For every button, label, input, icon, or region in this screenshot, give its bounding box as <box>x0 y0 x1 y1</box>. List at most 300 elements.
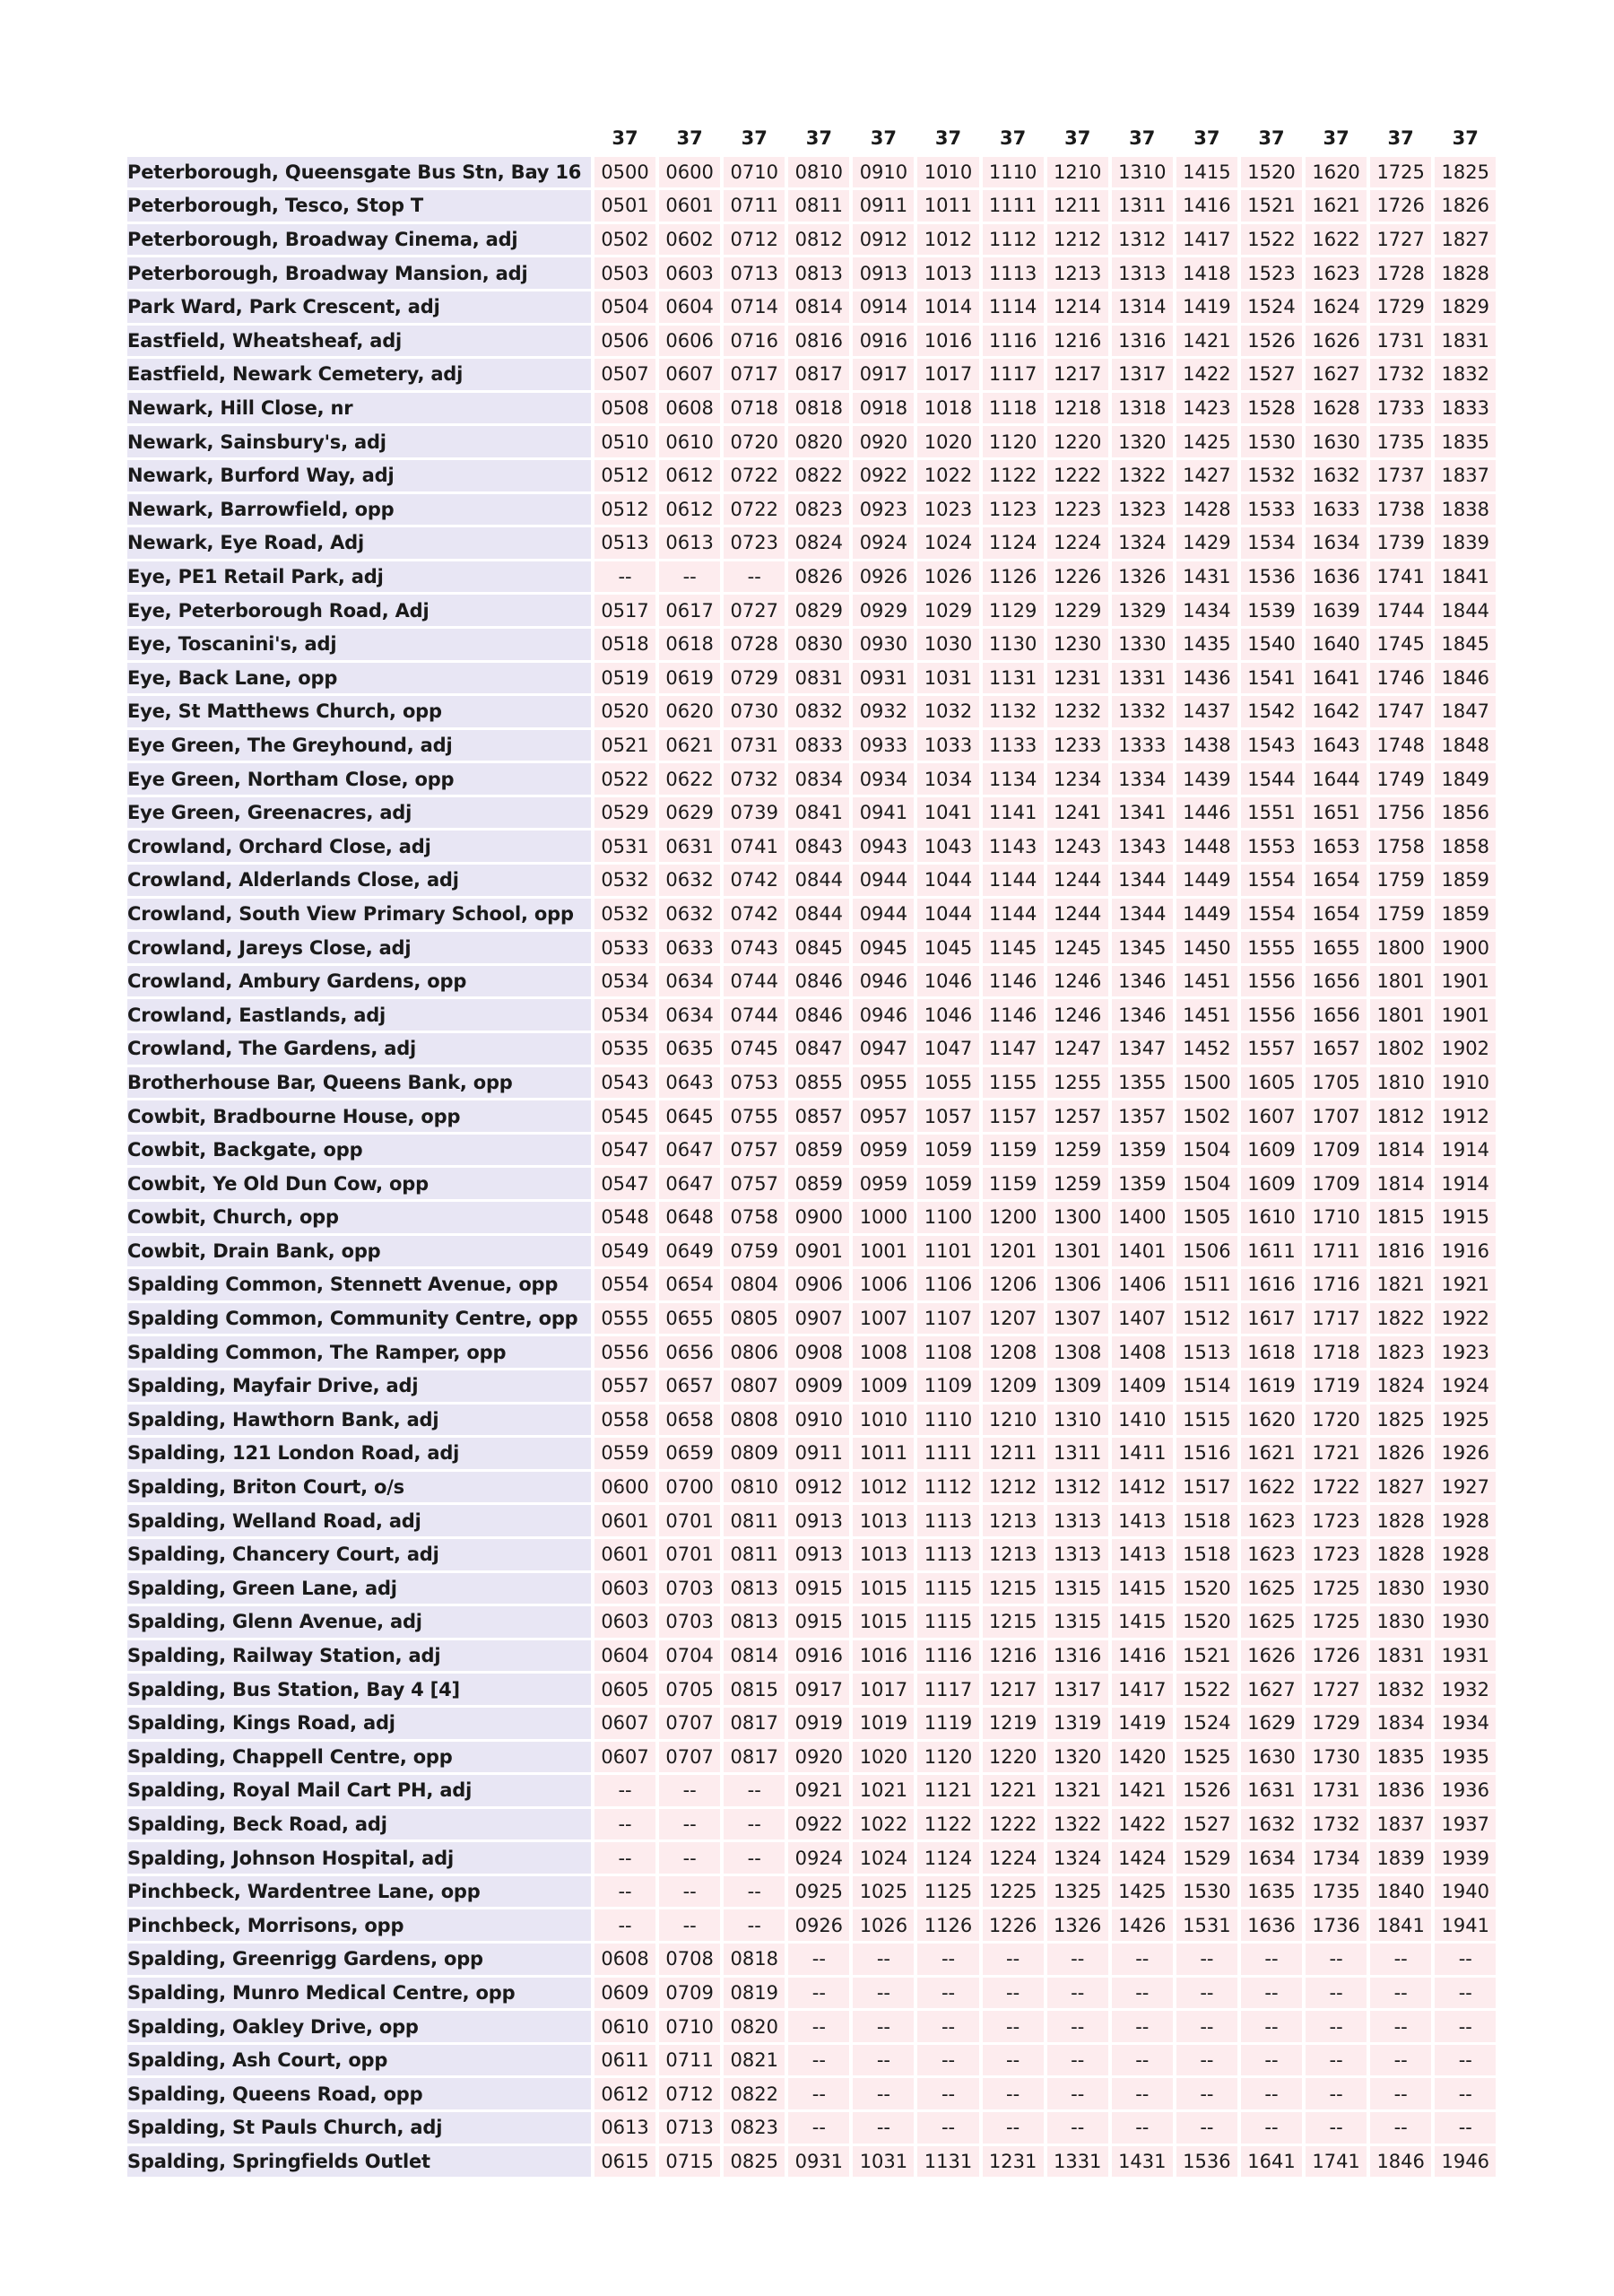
departure-time: 1626 <box>1241 1640 1302 1672</box>
departure-time: 1247 <box>1047 1033 1108 1065</box>
departure-time: 0934 <box>853 763 914 795</box>
departure-time: 1215 <box>983 1573 1044 1605</box>
departure-time: 1117 <box>917 1674 978 1705</box>
departure-time: -- <box>659 1876 720 1908</box>
departure-time: 0822 <box>788 460 849 491</box>
departure-time: 1022 <box>917 460 978 491</box>
departure-time: 1922 <box>1435 1303 1496 1335</box>
departure-time: 1310 <box>1047 1405 1108 1436</box>
table-row <box>127 190 1496 222</box>
table-row <box>127 1640 1496 1672</box>
stop-name: Spalding, Chancery Court, adj <box>127 1539 591 1570</box>
departure-time: 1346 <box>1112 999 1173 1031</box>
departure-time: 1500 <box>1176 1067 1237 1099</box>
table-row <box>127 1742 1496 1773</box>
departure-time: 1108 <box>917 1336 978 1368</box>
departure-time: 1416 <box>1112 1640 1173 1672</box>
departure-time: 0824 <box>788 527 849 559</box>
table-row <box>127 1236 1496 1267</box>
departure-time: 1627 <box>1306 359 1367 390</box>
departure-time: 1122 <box>917 1809 978 1840</box>
departure-time: 1828 <box>1370 1505 1431 1536</box>
departure-time: 0744 <box>724 966 785 997</box>
departure-time: 0820 <box>724 2011 785 2042</box>
departure-time: 1011 <box>917 190 978 222</box>
departure-time: 1018 <box>917 393 978 424</box>
departure-time: 0919 <box>788 1708 849 1739</box>
departure-time: 0613 <box>659 527 720 559</box>
departure-time: 0813 <box>724 1606 785 1638</box>
departure-time: 1044 <box>917 899 978 930</box>
stop-name: Spalding, Queens Road, opp <box>127 2078 591 2109</box>
departure-time: 1821 <box>1370 1269 1431 1300</box>
departure-time: 0758 <box>724 1202 785 1233</box>
table-row <box>127 257 1496 289</box>
departure-time: 1526 <box>1176 1775 1237 1806</box>
departure-time: -- <box>594 1775 655 1806</box>
departure-time: 1540 <box>1241 629 1302 660</box>
departure-time: 0815 <box>724 1674 785 1705</box>
departure-time: 1406 <box>1112 1269 1173 1300</box>
departure-time: 1511 <box>1176 1269 1237 1300</box>
stop-name: Newark, Burford Way, adj <box>127 460 591 491</box>
departure-time: 0920 <box>788 1742 849 1773</box>
departure-time: 1518 <box>1176 1539 1237 1570</box>
departure-time: 1223 <box>1047 494 1108 526</box>
departure-time: 1010 <box>853 1405 914 1436</box>
departure-time: -- <box>1370 2011 1431 2042</box>
table-row <box>127 2045 1496 2076</box>
departure-time: -- <box>1112 1978 1173 2009</box>
departure-time: 0512 <box>594 460 655 491</box>
departure-time: 0844 <box>788 865 849 896</box>
departure-time: 0508 <box>594 393 655 424</box>
departure-time: 1111 <box>983 190 1044 222</box>
departure-time: 1147 <box>983 1033 1044 1065</box>
table-row <box>127 2078 1496 2109</box>
departure-time: 1737 <box>1370 460 1431 491</box>
departure-time: 1417 <box>1176 224 1237 256</box>
departure-time: -- <box>1435 1944 1496 1975</box>
departure-time: -- <box>983 1978 1044 2009</box>
departure-time: 1728 <box>1370 257 1431 289</box>
departure-time: 1516 <box>1176 1438 1237 1469</box>
departure-time: 1415 <box>1112 1573 1173 1605</box>
departure-time: 1310 <box>1112 157 1173 188</box>
departure-time: 0731 <box>724 730 785 761</box>
departure-time: 0502 <box>594 224 655 256</box>
departure-time: 0859 <box>788 1135 849 1166</box>
departure-time: 1449 <box>1176 865 1237 896</box>
departure-time: 1210 <box>983 1405 1044 1436</box>
departure-time: 0600 <box>659 157 720 188</box>
table-row <box>127 899 1496 930</box>
departure-time: -- <box>788 2112 849 2144</box>
departure-time: 1616 <box>1241 1269 1302 1300</box>
departure-time: 1324 <box>1047 1842 1108 1874</box>
departure-time: 0933 <box>853 730 914 761</box>
departure-time: 1159 <box>983 1135 1044 1166</box>
departure-time: 1234 <box>1047 763 1108 795</box>
departure-time: 1526 <box>1241 326 1302 357</box>
departure-time: 1632 <box>1241 1809 1302 1840</box>
departure-time: 1642 <box>1306 696 1367 727</box>
departure-time: -- <box>724 1842 785 1874</box>
departure-time: -- <box>1306 1944 1367 1975</box>
table-row <box>127 1944 1496 1975</box>
departure-time: 1729 <box>1370 291 1431 323</box>
departure-time: 1124 <box>917 1842 978 1874</box>
departure-time: 1527 <box>1241 359 1302 390</box>
departure-time: 0821 <box>724 2045 785 2076</box>
departure-time: 1937 <box>1435 1809 1496 1840</box>
departure-time: 0912 <box>788 1472 849 1503</box>
departure-time: 0600 <box>594 1472 655 1503</box>
departure-time: 1115 <box>917 1606 978 1638</box>
departure-time: 1216 <box>1047 326 1108 357</box>
departure-time: 0922 <box>853 460 914 491</box>
departure-time: 0916 <box>853 326 914 357</box>
departure-time: 1556 <box>1241 966 1302 997</box>
departure-time: 0559 <box>594 1438 655 1469</box>
departure-time: 0847 <box>788 1033 849 1065</box>
departure-time: 0911 <box>853 190 914 222</box>
departure-time: 1013 <box>853 1505 914 1536</box>
departure-time: 1554 <box>1241 865 1302 896</box>
table-row <box>127 460 1496 491</box>
departure-time: 0957 <box>853 1100 914 1132</box>
departure-time: 0603 <box>659 257 720 289</box>
departure-time: 0713 <box>659 2112 720 2144</box>
departure-time: 0818 <box>788 393 849 424</box>
departure-time: 1008 <box>853 1336 914 1368</box>
departure-time: 0924 <box>853 527 914 559</box>
departure-time: 0711 <box>724 190 785 222</box>
table-row <box>127 595 1496 626</box>
departure-time: 0503 <box>594 257 655 289</box>
departure-time: 0603 <box>594 1606 655 1638</box>
departure-time: 1124 <box>983 527 1044 559</box>
departure-time: -- <box>1241 2112 1302 2144</box>
departure-time: 0908 <box>788 1336 849 1368</box>
departure-time: 1651 <box>1306 797 1367 829</box>
stop-name: Spalding, Welland Road, adj <box>127 1505 591 1536</box>
stop-name: Spalding, Greenrigg Gardens, opp <box>127 1944 591 1975</box>
departure-time: 1746 <box>1370 663 1431 694</box>
departure-time: 1449 <box>1176 899 1237 930</box>
departure-time: 1314 <box>1112 291 1173 323</box>
table-row <box>127 2011 1496 2042</box>
departure-time: 1423 <box>1176 393 1237 424</box>
departure-time: 1941 <box>1435 1909 1496 1941</box>
departure-time: -- <box>1306 2112 1367 2144</box>
departure-time: 0943 <box>853 831 914 862</box>
departure-time: 0946 <box>853 999 914 1031</box>
stop-name: Peterborough, Broadway Mansion, adj <box>127 257 591 289</box>
departure-time: 1630 <box>1306 426 1367 457</box>
departure-time: 0814 <box>788 291 849 323</box>
table-row <box>127 527 1496 559</box>
table-row <box>127 730 1496 761</box>
departure-time: 0941 <box>853 797 914 829</box>
departure-time: 1246 <box>1047 966 1108 997</box>
departure-time: 0709 <box>659 1978 720 2009</box>
departure-time: -- <box>1435 1978 1496 2009</box>
departure-time: 1429 <box>1176 527 1237 559</box>
table-row <box>127 1168 1496 1199</box>
table-row <box>127 1438 1496 1469</box>
stop-name: Crowland, South View Primary School, opp <box>127 899 591 930</box>
departure-time: 1946 <box>1435 2146 1496 2178</box>
departure-time: 1620 <box>1241 1405 1302 1436</box>
table-row <box>127 2112 1496 2144</box>
departure-time: 1739 <box>1370 527 1431 559</box>
departure-time: 0506 <box>594 326 655 357</box>
departure-time: 1653 <box>1306 831 1367 862</box>
stop-name: Spalding, Mayfair Drive, adj <box>127 1370 591 1402</box>
stop-name: Eye, PE1 Retail Park, adj <box>127 561 591 593</box>
departure-time: 1023 <box>917 494 978 526</box>
departure-time: 0656 <box>659 1336 720 1368</box>
departure-time: 1735 <box>1370 426 1431 457</box>
departure-time: 1300 <box>1047 1202 1108 1233</box>
departure-time: 1231 <box>983 2146 1044 2178</box>
departure-time: 1826 <box>1435 190 1496 222</box>
departure-time: 1732 <box>1306 1809 1367 1840</box>
departure-time: -- <box>724 1876 785 1908</box>
departure-time: 1313 <box>1112 257 1173 289</box>
departure-time: 1801 <box>1370 966 1431 997</box>
departure-time: 0700 <box>659 1472 720 1503</box>
departure-time: 1000 <box>853 1202 914 1233</box>
departure-time: 1446 <box>1176 797 1237 829</box>
departure-time: 1113 <box>917 1505 978 1536</box>
departure-time: 1839 <box>1435 527 1496 559</box>
departure-time: 1723 <box>1306 1539 1367 1570</box>
departure-time: 1210 <box>1047 157 1108 188</box>
departure-time: 1611 <box>1241 1236 1302 1267</box>
departure-time: 1331 <box>1047 2146 1108 2178</box>
stop-name: Spalding, Kings Road, adj <box>127 1708 591 1739</box>
departure-time: 0649 <box>659 1236 720 1267</box>
departure-time: 1114 <box>983 291 1044 323</box>
departure-time: 0622 <box>659 763 720 795</box>
table-row <box>127 1876 1496 1908</box>
departure-time: 1837 <box>1435 460 1496 491</box>
departure-time: 1222 <box>983 1809 1044 1840</box>
departure-time: 0711 <box>659 2045 720 2076</box>
departure-time: 1830 <box>1370 1573 1431 1605</box>
table-row <box>127 797 1496 829</box>
departure-time: 0742 <box>724 865 785 896</box>
departure-time: 1319 <box>1047 1708 1108 1739</box>
departure-time: 1847 <box>1435 696 1496 727</box>
departure-time: 1518 <box>1176 1505 1237 1536</box>
departure-time: 0607 <box>659 359 720 390</box>
table-row <box>127 663 1496 694</box>
stop-name: Cowbit, Bradbourne House, opp <box>127 1100 591 1132</box>
departure-time: 1419 <box>1112 1708 1173 1739</box>
departure-time: 0633 <box>659 932 720 963</box>
departure-time: 1856 <box>1435 797 1496 829</box>
departure-time: 1726 <box>1306 1640 1367 1672</box>
departure-time: 1640 <box>1306 629 1367 660</box>
stop-name: Eye Green, Greenacres, adj <box>127 797 591 829</box>
table-row <box>127 1472 1496 1503</box>
departure-time: 1435 <box>1176 629 1237 660</box>
stop-name: Peterborough, Tesco, Stop T <box>127 190 591 222</box>
departure-time: 1936 <box>1435 1775 1496 1806</box>
departure-time: 0712 <box>659 2078 720 2109</box>
stop-name: Spalding Common, The Ramper, opp <box>127 1336 591 1368</box>
departure-time: 0501 <box>594 190 655 222</box>
table-row <box>127 1135 1496 1166</box>
departure-time: 1815 <box>1370 1202 1431 1233</box>
departure-time: -- <box>788 1978 849 2009</box>
departure-time: 0533 <box>594 932 655 963</box>
departure-time: 1756 <box>1370 797 1431 829</box>
timetable <box>124 120 1499 2179</box>
departure-time: 1100 <box>917 1202 978 1233</box>
departure-time: 1926 <box>1435 1438 1496 1469</box>
departure-time: 1721 <box>1306 1438 1367 1469</box>
departure-time: -- <box>1370 2112 1431 2144</box>
table-row <box>127 1708 1496 1739</box>
departure-time: 0655 <box>659 1303 720 1335</box>
departure-time: 1322 <box>1047 1809 1108 1840</box>
departure-time: 0654 <box>659 1269 720 1300</box>
departure-time: 0659 <box>659 1438 720 1469</box>
departure-time: 1144 <box>983 865 1044 896</box>
departure-time: 1914 <box>1435 1135 1496 1166</box>
stop-name: Spalding, 121 London Road, adj <box>127 1438 591 1469</box>
route-number: 37 <box>934 127 962 150</box>
departure-time: 1436 <box>1176 663 1237 694</box>
departure-time: 1007 <box>853 1303 914 1335</box>
table-row <box>127 1539 1496 1570</box>
departure-time: 1320 <box>1112 426 1173 457</box>
departure-time: 1607 <box>1241 1100 1302 1132</box>
departure-time: 1622 <box>1241 1472 1302 1503</box>
departure-time: 1639 <box>1306 595 1367 626</box>
departure-time: 1229 <box>1047 595 1108 626</box>
departure-time: 1232 <box>1047 696 1108 727</box>
departure-time: 1217 <box>983 1674 1044 1705</box>
departure-time: 0843 <box>788 831 849 862</box>
departure-time: 0621 <box>659 730 720 761</box>
stop-name: Spalding Common, Community Centre, opp <box>127 1303 591 1335</box>
table-row <box>127 999 1496 1031</box>
departure-time: 1121 <box>917 1775 978 1806</box>
departure-time: 1109 <box>917 1370 978 1402</box>
route-number: 37 <box>1387 127 1414 150</box>
stop-name: Spalding, Glenn Avenue, adj <box>127 1606 591 1638</box>
departure-time: 1609 <box>1241 1135 1302 1166</box>
departure-time: 1416 <box>1176 190 1237 222</box>
departure-time: 1932 <box>1435 1674 1496 1705</box>
departure-time: 1320 <box>1047 1742 1108 1773</box>
departure-time: 1536 <box>1176 2146 1237 2178</box>
table-row <box>127 1909 1496 1941</box>
departure-time: 1621 <box>1306 190 1367 222</box>
stop-name: Eye, Toscanini's, adj <box>127 629 591 660</box>
departure-time: 1312 <box>1047 1472 1108 1503</box>
departure-time: 1832 <box>1370 1674 1431 1705</box>
departure-time: 1211 <box>983 1438 1044 1469</box>
departure-time: 1849 <box>1435 763 1496 795</box>
departure-time: -- <box>1241 2045 1302 2076</box>
departure-time: 0708 <box>659 1944 720 1975</box>
departure-time: 1025 <box>853 1876 914 1908</box>
departure-time: -- <box>917 1944 978 1975</box>
departure-time: 0819 <box>724 1978 785 2009</box>
departure-time: 0554 <box>594 1269 655 1300</box>
departure-time: 1835 <box>1370 1742 1431 1773</box>
departure-time: 0727 <box>724 595 785 626</box>
table-row <box>127 1405 1496 1436</box>
departure-time: 1831 <box>1435 326 1496 357</box>
departure-time: 1532 <box>1241 460 1302 491</box>
table-row <box>127 1336 1496 1368</box>
departure-time: 1555 <box>1241 932 1302 963</box>
departure-time: 0755 <box>724 1100 785 1132</box>
departure-time: 1628 <box>1306 393 1367 424</box>
departure-time: 0648 <box>659 1202 720 1233</box>
departure-time: 1626 <box>1306 326 1367 357</box>
departure-time: 1118 <box>983 393 1044 424</box>
departure-time: 1533 <box>1241 494 1302 526</box>
table-row <box>127 393 1496 424</box>
departure-time: 1016 <box>853 1640 914 1672</box>
departure-time: 1415 <box>1112 1606 1173 1638</box>
departure-time: 0522 <box>594 763 655 795</box>
departure-time: 1810 <box>1370 1067 1431 1099</box>
table-row <box>127 1674 1496 1705</box>
departure-time: 1012 <box>853 1472 914 1503</box>
departure-time: 0710 <box>724 157 785 188</box>
departure-time: 1522 <box>1176 1674 1237 1705</box>
departure-time: 1212 <box>983 1472 1044 1503</box>
departure-time: -- <box>1112 2078 1173 2109</box>
departure-time: 1326 <box>1112 561 1173 593</box>
stop-name: Spalding, Beck Road, adj <box>127 1809 591 1840</box>
departure-time: 0809 <box>724 1438 785 1469</box>
departure-time: 1935 <box>1435 1742 1496 1773</box>
departure-time: 1927 <box>1435 1472 1496 1503</box>
departure-time: 0759 <box>724 1236 785 1267</box>
departure-time: -- <box>1112 2011 1173 2042</box>
stop-name: Spalding, St Pauls Church, adj <box>127 2112 591 2144</box>
departure-time: 0926 <box>853 561 914 593</box>
route-number: 37 <box>999 127 1027 150</box>
departure-time: 1130 <box>983 629 1044 660</box>
departure-time: 1832 <box>1435 359 1496 390</box>
departure-time: 1313 <box>1047 1539 1108 1570</box>
departure-time: 0532 <box>594 899 655 930</box>
stop-name: Spalding, Springfields Outlet <box>127 2146 591 2178</box>
route-number: 37 <box>805 127 832 150</box>
departure-time: 0805 <box>724 1303 785 1335</box>
departure-time: 1802 <box>1370 1033 1431 1065</box>
departure-time: 1534 <box>1241 527 1302 559</box>
departure-time: 1301 <box>1047 1236 1108 1267</box>
stop-name: Spalding, Green Lane, adj <box>127 1573 591 1605</box>
departure-time: 0830 <box>788 629 849 660</box>
departure-time: 1859 <box>1435 899 1496 930</box>
departure-time: 1215 <box>983 1606 1044 1638</box>
departure-time: 1557 <box>1241 1033 1302 1065</box>
departure-time: 0833 <box>788 730 849 761</box>
